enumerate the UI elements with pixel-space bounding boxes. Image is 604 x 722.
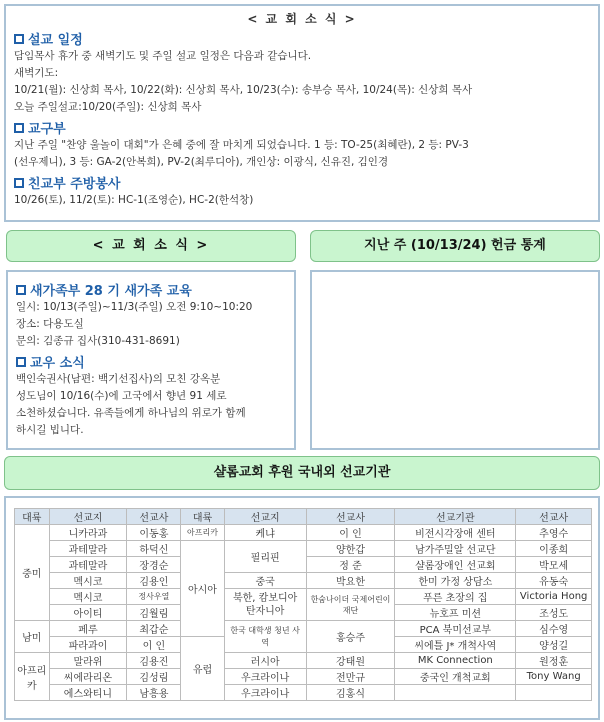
missionary-cell: 남흥용 [127,685,181,701]
church-news-panel-top [4,4,600,222]
missionary-cell: 이 인 [127,637,181,653]
place-cell: 우크라이나 [224,669,306,685]
new-family-line-2: 장소: 다용도실 [16,318,84,330]
missions-header: 샬롬교회 후원 국내외 선교기관 [4,456,600,490]
new-family-title: 새가족부 28 기 새가족 교육 [16,280,286,299]
col-header: 선교지 [224,509,306,525]
org-cell: 뉴호프 미션 [395,605,516,621]
missionary-cell: 김성림 [127,669,181,685]
place-cell: 한국 대학생 청년 사역 [224,621,306,653]
org-cell: 중국인 개척교회 [395,669,516,685]
missionary-cell: 정 준 [306,557,395,573]
org-cell: 샬롬장애인 선교회 [395,557,516,573]
kitchen-service-title: 친교부 주방봉사 [14,173,590,192]
org-missionary-cell: 이종희 [516,541,592,557]
org-cell: PCA 북미선교부 [395,621,516,637]
table-row [15,589,592,605]
checkbox-icon [14,34,24,44]
col-header: 선교지 [49,509,127,525]
member-line-3: 소천하셨습니다. 유족들에게 하나님의 위로가 함께 [16,407,246,419]
news-header-bar: < 교 회 소 식 > [6,230,296,262]
place-cell: 멕시코 [49,589,127,605]
col-header: 대륙 [15,509,50,525]
region-cell: 남미 [15,621,50,653]
missionary-cell: 박요한 [306,573,395,589]
missionary-cell: 김용진 [127,653,181,669]
sermon-line-1: 담임목사 휴가 중 새벽기도 및 주일 설교 일정은 다음과 같습니다. [14,50,312,62]
place-cell: 멕시코 [49,573,127,589]
checkbox-icon [14,178,24,188]
place-cell: 아이티 [49,605,127,621]
org-cell: 푸른 초장의 집 [395,589,516,605]
news-header-top: < 교 회 소 식 > [247,12,357,26]
member-line-2: 성도님이 10/16(수)에 고국에서 향년 91 세로 [16,390,227,402]
sermon-schedule-title: 설교 일정 [14,29,590,48]
missionary-cell: 장경순 [127,557,181,573]
missionary-cell: 정사우열 [127,589,181,605]
place-cell: 중국 [224,573,306,589]
new-family-line-3: 문의: 김종규 집사(310-431-8691) [16,335,180,347]
org-cell: 남가주밀알 선교단 [395,541,516,557]
col-header: 선교사 [516,509,592,525]
checkbox-icon [14,123,24,133]
missionary-cell: 김용인 [127,573,181,589]
sermon-line-4: 오늘 주일설교:10/20(주일): 신상희 목사 [14,101,202,113]
parish-line-1: 지난 주일 "찬양 울놀이 대회"가 은혜 중에 잘 마치게 되었습니다. 1 등: TO-25(최혜란), 2 등: PV-3 [14,139,469,151]
place-cell: 말라위 [49,653,127,669]
place-cell: 니카라과 [49,525,127,541]
offering-stats-panel [310,270,600,450]
org-missionary-cell: 유동숙 [516,573,592,589]
checkbox-icon [16,285,26,295]
missionary-cell: 하덕신 [127,541,181,557]
place-cell: 씨에라리온 [49,669,127,685]
place-cell: 북한, 캄보디아 탄자니아 [224,589,306,621]
org-cell: 씨에틀 J* 개척사역 [395,637,516,653]
org-cell: 한미 가정 상담소 [395,573,516,589]
table-row [15,573,592,589]
member-news-title: 교우 소식 [16,352,286,371]
place-cell: 러시아 [224,653,306,669]
missionary-cell: 양한갑 [306,541,395,557]
place-cell: 과테말라 [49,541,127,557]
new-family-line-1: 일시: 10/13(주일)~11/3(주일) 오전 9:10~10:20 [16,301,253,313]
col-header: 선교사 [127,509,181,525]
col-header: 대륙 [181,509,224,525]
missionary-cell: 이 인 [306,525,395,541]
table-row [15,621,592,637]
org-missionary-cell [516,685,592,701]
offering-stats-header: 지난 주 (10/13/24) 헌금 통계 [310,230,600,262]
org-missionary-cell: 양성길 [516,637,592,653]
member-line-4: 하시길 빕니다. [16,424,84,436]
place-cell: 케냐 [224,525,306,541]
place-cell: 에스와티니 [49,685,127,701]
region-cell: 유럽 [181,637,224,701]
missionary-cell: 김월림 [127,605,181,621]
church-news-panel-mid [6,270,296,450]
place-cell: 필리핀 [224,541,306,573]
missionary-cell: 이동홍 [127,525,181,541]
table-row [15,541,592,557]
missionary-cell: 김홍식 [306,685,395,701]
missionary-cell: 전만규 [306,669,395,685]
region-cell: 아시아 [181,541,224,637]
place-cell: 우크라이나 [224,685,306,701]
org-missionary-cell: 조성도 [516,605,592,621]
missionary-cell: 홍승주 [306,621,395,653]
sermon-line-2: 새벽기도: [14,67,59,79]
org-missionary-cell: 심수영 [516,621,592,637]
table-header-row [15,509,592,525]
kitchen-line-1: 10/26(토), 11/2(토): HC-1(조영순), HC-2(한석창) [14,194,254,206]
missionary-cell: 최갑순 [127,621,181,637]
org-missionary-cell: Victoria Hong [516,589,592,605]
table-row [15,669,592,685]
col-header: 선교기관 [395,509,516,525]
org-cell [395,685,516,701]
parish-title: 교구부 [14,118,590,137]
table-row [15,685,592,701]
place-cell: 과테말라 [49,557,127,573]
place-cell: 파라과이 [49,637,127,653]
missionary-cell: 한숨나이더 국제어린이 재단 [306,589,395,621]
region-cell: 아프리카 [15,653,50,701]
org-cell: 비전시각장애 센터 [395,525,516,541]
org-missionary-cell: Tony Wang [516,669,592,685]
parish-line-2: (선우제니), 3 등: GA-2(안복희), PV-2(최루디아), 개인상: 이광식, 신유진, 김인경 [14,156,389,168]
place-cell: 페루 [49,621,127,637]
table-row [15,525,592,541]
org-missionary-cell: 추영수 [516,525,592,541]
member-line-1: 백인숙권사(남편: 백기선집사)의 모친 강옥분 [16,373,221,385]
org-missionary-cell: 박모세 [516,557,592,573]
missionary-cell: 강태원 [306,653,395,669]
org-missionary-cell: 원정훈 [516,653,592,669]
checkbox-icon [16,357,26,367]
region-cell: 중미 [15,525,50,621]
sermon-line-3: 10/21(월): 신상희 목사, 10/22(화): 신상희 목사, 10/23(수): 송부승 목사, 10/24(목): 신상희 목사 [14,84,473,96]
missions-table [14,508,592,701]
col-header: 선교사 [306,509,395,525]
org-cell: MK Connection [395,653,516,669]
table-row [15,653,592,669]
region-cell: 아프리카 [181,525,224,541]
